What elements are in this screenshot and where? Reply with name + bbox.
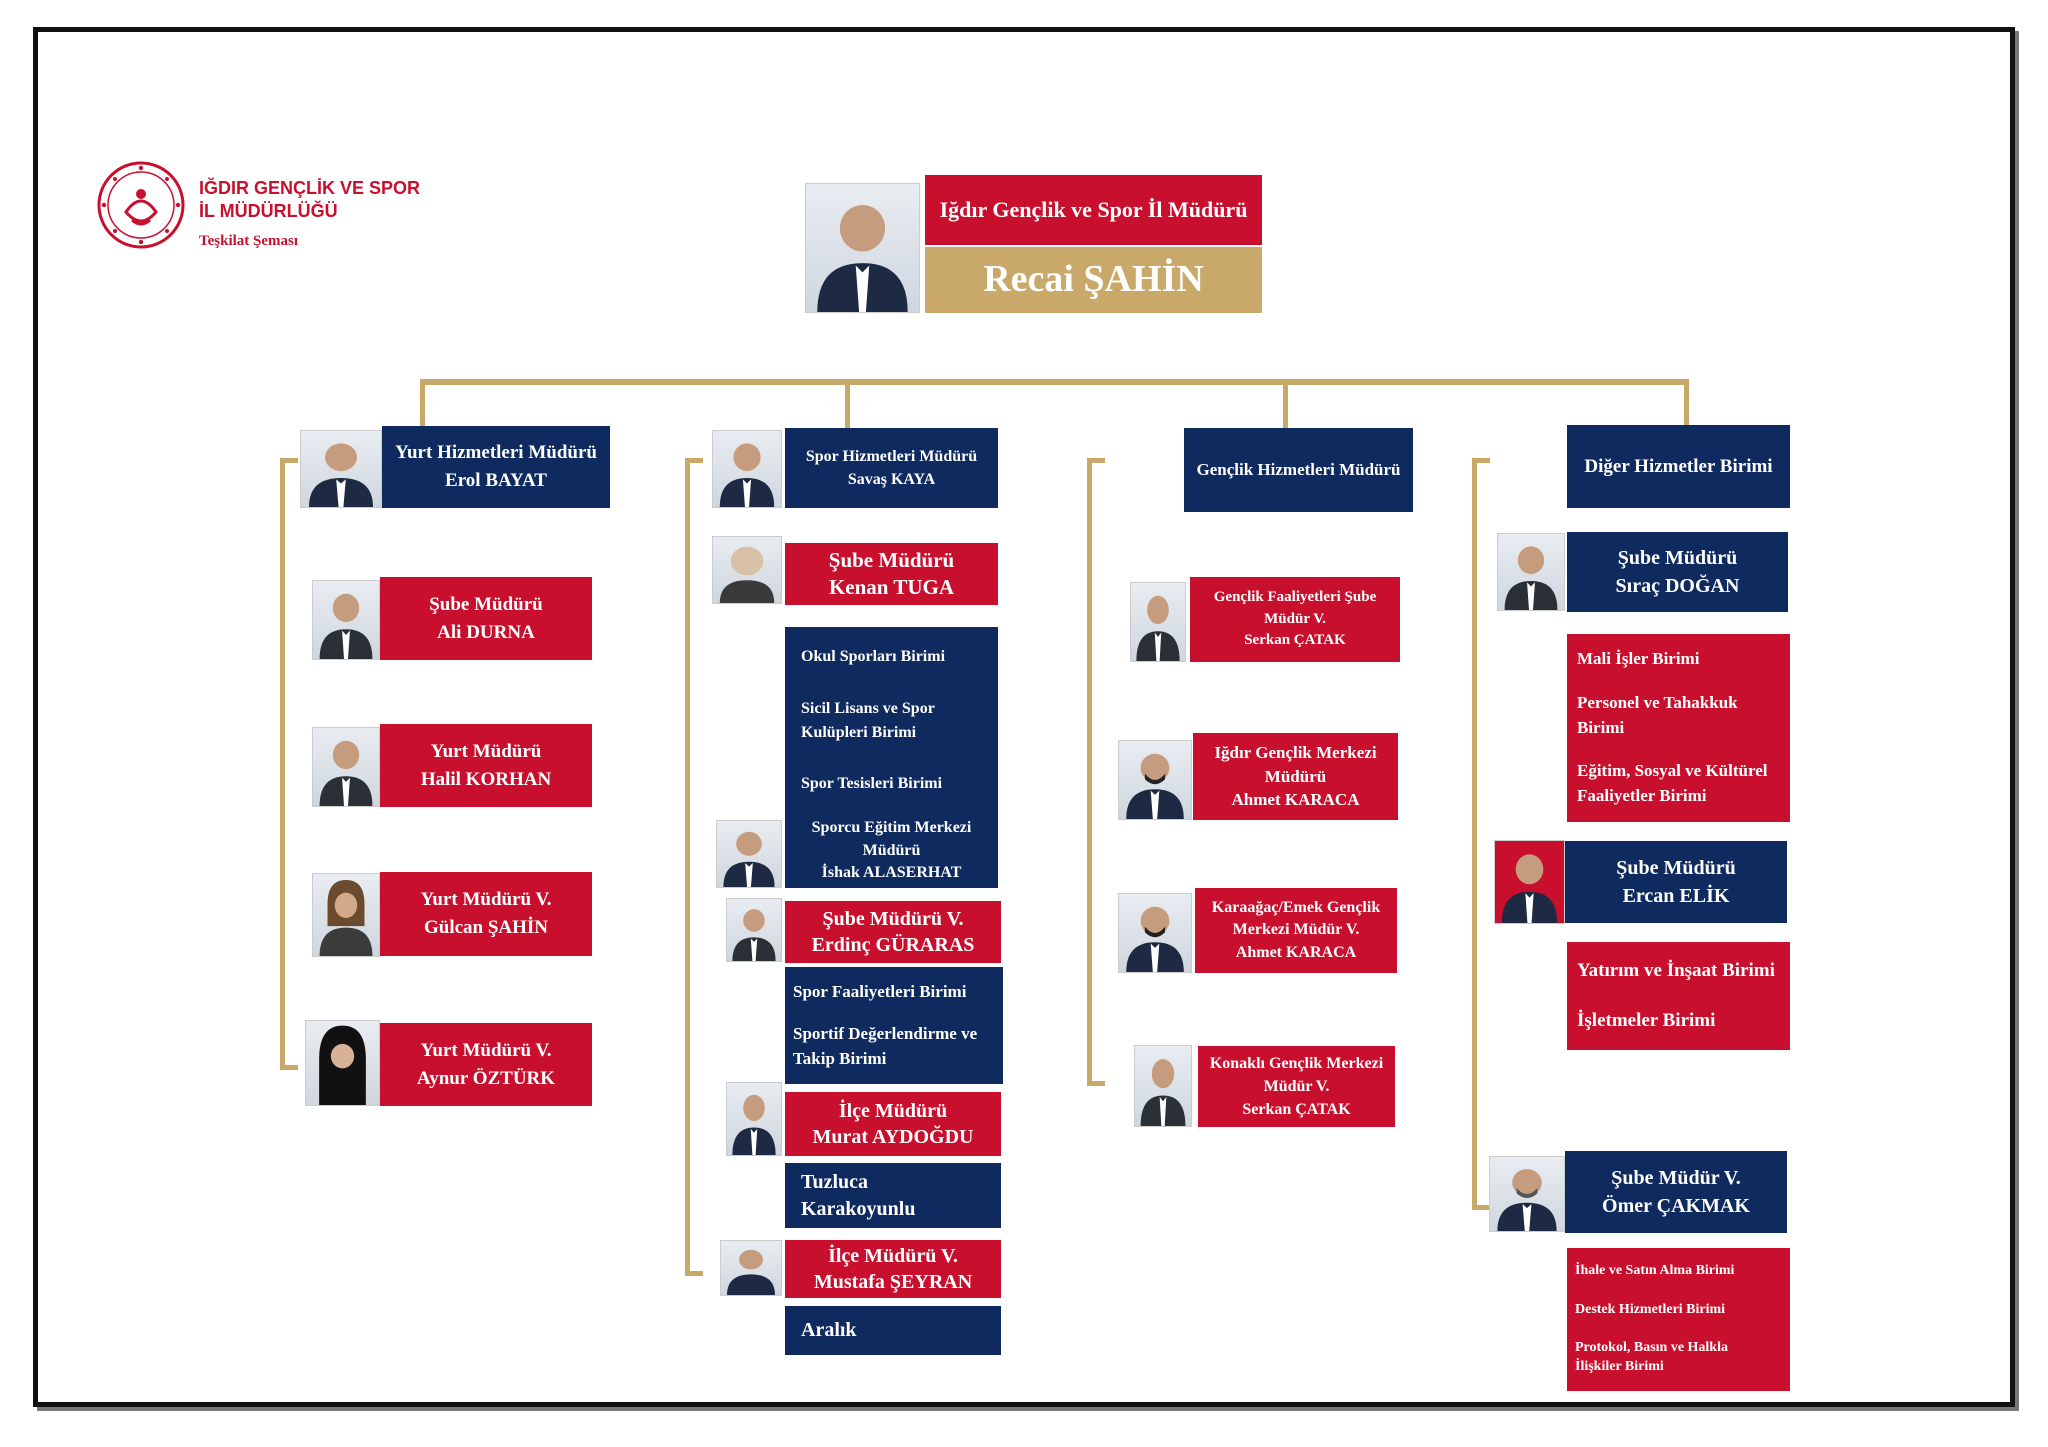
col1-item4-photo [305,1020,380,1106]
col4-sube3-photo [1489,1156,1565,1232]
col4-units2 [1567,942,1790,1050]
col4-sube3-title: Şube Müdür V. [1611,1167,1741,1189]
col3-item1-photo [1130,582,1186,662]
col4-unit-ihale: İhale ve Satın Alma Birimi [1575,1262,1735,1278]
col2-bracket [685,458,690,1276]
person-photo-icon [313,728,379,806]
col4-sube2 [1565,841,1787,923]
col4-units1 [1567,634,1790,822]
person-photo-icon [313,874,379,956]
col4-head: Diğer Hizmetler Birimi [1567,425,1790,508]
col2-ilce1-name: Murat AYDOĞDU [812,1126,974,1148]
col2-sube1 [785,543,998,605]
col2-head [785,428,998,508]
person-photo-icon [306,1021,379,1105]
col3-item1 [1190,577,1400,662]
col2-sporcu-name: İshak ALASERHAT [821,864,962,882]
col3-bracket-bottom [1087,1081,1105,1086]
person-photo-icon [301,431,381,507]
col3-item2 [1193,733,1398,820]
col3-item1-name: Serkan ÇATAK [1244,632,1346,649]
col4-sube1-title: Şube Müdürü [1617,547,1738,569]
col2-head-photo [712,430,782,508]
col1-item1-title: Şube Müdürü [429,593,543,615]
col2-sporcu-line2: Müdürü [862,841,921,859]
col4-sube1 [1567,532,1788,612]
col1-head [382,426,610,508]
col4-bracket-bottom [1472,1205,1490,1210]
col3-item2-name: Ahmet KARACA [1231,790,1360,810]
col4-unit-destek: Destek Hizmetleri Birimi [1575,1301,1726,1317]
col2-sporcu [785,814,998,888]
col1-item2-title: Yurt Müdürü [430,740,542,762]
col1-item1 [380,577,592,660]
col2-sube2-photo [726,898,782,962]
col3-item2-line2: Müdürü [1264,766,1327,786]
col4-units3 [1567,1248,1790,1391]
col4-unit-protokol: Protokol, Basın ve Halkla İlişkiler Birimi [1575,1340,1728,1375]
org-name-line1: IĞDIR GENÇLİK VE SPOR [199,178,421,198]
col2-ilce1-place-line2: Karakoyunlu [801,1197,916,1220]
chart-subtitle: Teşkilat Şeması [199,233,299,249]
col2-sporcu-line1: Sporcu Eğitim Merkezi [811,819,972,837]
col3-item4-line2: Müdür V. [1263,1077,1330,1095]
col4-sube1-name: Sıraç DOĞAN [1615,575,1740,597]
col2-ilce2-name: Mustafa ŞEYRAN [813,1271,973,1293]
col4-bracket-top [1472,458,1490,463]
col2-ilce2 [785,1240,1001,1298]
person-photo-icon [1131,583,1185,661]
col1-item3-title: Yurt Müdürü V. [420,889,552,911]
col2-head-title: Spor Hizmetleri Müdürü [805,447,978,465]
director-photo [805,183,920,313]
col4-unit-personel: Personel ve Tahakkuk Birimi [1577,693,1738,737]
col2-sube1-name: Kenan TUGA [828,575,955,599]
col2-units1 [785,627,998,814]
person-photo-icon [713,537,781,603]
org-name-line2: İL MÜDÜRLÜĞÜ [199,201,338,221]
col2-sube2 [785,901,1001,963]
col2-unit-tesis: Spor Tesisleri Birimi [801,775,943,793]
col3-drop [1283,379,1288,429]
col1-item3 [380,872,592,956]
person-photo-icon [1119,894,1191,972]
col1-head-name: Erol BAYAT [445,470,547,491]
person-photo-icon [1495,841,1564,923]
col4-unit-mali: Mali İşler Birimi [1577,649,1700,669]
col2-ilce1-photo [726,1082,782,1156]
person-photo-icon [717,821,781,887]
col2-bracket-bottom [685,1271,703,1276]
col3-item4-name: Serkan ÇATAK [1242,1101,1351,1119]
col3-item2-photo [1118,740,1192,820]
person-photo-icon [313,581,379,659]
col2-head-name: Savaş KAYA [847,471,936,488]
col4-sube2-photo [1494,840,1565,924]
col4-sube3-name: Ömer ÇAKMAK [1602,1195,1750,1217]
col1-drop [420,379,425,429]
col1-item4-title: Yurt Müdürü V. [420,1039,552,1061]
col4-unit-egitim: Eğitim, Sosyal ve Kültürel Faaliyetler Birimi [1577,761,1768,805]
col2-ilce1 [785,1092,1001,1156]
director-name: Recai ŞAHİN [925,247,1262,313]
person-photo-icon [1119,741,1191,819]
col3-item1-line1: Gençlik Faaliyetleri Şube [1213,588,1377,605]
director-title: Iğdır Gençlik ve Spor İl Müdürü [925,175,1262,245]
person-photo-icon [1498,534,1564,610]
col2-sporcu-photo [716,820,782,888]
col1-item2-name: Halil KORHAN [420,768,552,790]
col4-sube3 [1565,1151,1787,1233]
col2-drop [845,379,850,429]
col3-bracket-top [1087,458,1105,463]
col3-bracket [1087,458,1092,1086]
col2-ilce1-place [785,1163,1001,1228]
col4-drop [1684,379,1689,429]
col1-head-photo [300,430,382,508]
col3-item3-photo [1118,893,1192,973]
col2-unit-sportif: Sportif Değerlendirme ve Takip Birimi [793,1023,978,1068]
col4-bracket [1472,458,1477,1210]
col4-sube2-title: Şube Müdürü [1616,857,1736,879]
col3-item3-name: Ahmet KARACA [1235,943,1357,961]
person-photo-icon [806,184,919,312]
ministry-emblem-icon [96,160,186,250]
col3-item1-line2: Müdür V. [1264,610,1326,627]
col4-unit-isletme: İşletmeler Birimi [1577,1010,1716,1032]
top-connector [420,379,1689,385]
col2-ilce2-place: Aralık [785,1306,1001,1355]
col4-sube2-name: Ercan ELİK [1622,885,1730,907]
col2-unit-okul: Okul Sporları Birimi [801,648,946,666]
col4-sube1-photo [1497,533,1565,611]
col2-sube1-photo [712,536,782,604]
col3-item4-line1: Konaklı Gençlik Merkezi [1209,1054,1384,1072]
col1-item1-name: Ali DURNA [437,621,535,643]
person-photo-icon [721,1241,781,1295]
col1-item2-photo [312,727,380,807]
person-photo-icon [1135,1046,1191,1126]
col2-ilce1-title: İlçe Müdürü [838,1100,948,1122]
col1-bracket-bottom [280,1065,298,1070]
col1-bracket-top [280,458,298,463]
col2-bracket-top [685,458,703,463]
col2-ilce1-place-line1: Tuzluca [801,1170,869,1193]
col1-head-title: Yurt Hizmetleri Müdürü [395,442,597,464]
col3-item4-photo [1134,1045,1192,1127]
col1-item4-name: Aynur ÖZTÜRK [416,1067,556,1089]
col2-ilce2-photo [720,1240,782,1296]
col3-item3 [1195,888,1397,973]
col2-sube2-title: Şube Müdürü V. [822,908,964,930]
col3-item2-line1: Iğdır Gençlik Merkezi [1214,742,1377,762]
col3-item4 [1198,1046,1395,1127]
col2-ilce2-title: İlçe Müdürü V. [828,1245,958,1267]
col1-item4 [380,1023,592,1106]
col2-sube2-name: Erdinç GÜRARAS [811,934,975,956]
col4-unit-yatirim: Yatırım ve İnşaat Birimi [1577,960,1775,982]
col2-unit-sicil: Sicil Lisans ve Spor Kulüpleri Birimi [801,700,935,741]
col2-unit-faaliyet: Spor Faaliyetleri Birimi [793,981,967,1001]
col2-sube1-title: Şube Müdürü [828,547,955,572]
col3-item3-line1: Karaağaç/Emek Gençlik [1211,898,1381,916]
person-photo-icon [727,1083,781,1155]
person-photo-icon [713,431,781,507]
person-photo-icon [1490,1157,1564,1231]
col3-head: Gençlik Hizmetleri Müdürü [1184,428,1413,512]
col1-item2 [380,724,592,807]
person-photo-icon [727,899,781,961]
ministry-logo [96,160,186,250]
col1-item1-photo [312,580,380,660]
col1-item3-photo [312,873,380,957]
col3-item3-line2: Merkezi Müdür V. [1232,921,1360,939]
col2-units2 [785,967,1003,1084]
col1-bracket [280,458,285,1070]
col1-item3-name: Gülcan ŞAHİN [423,917,549,938]
